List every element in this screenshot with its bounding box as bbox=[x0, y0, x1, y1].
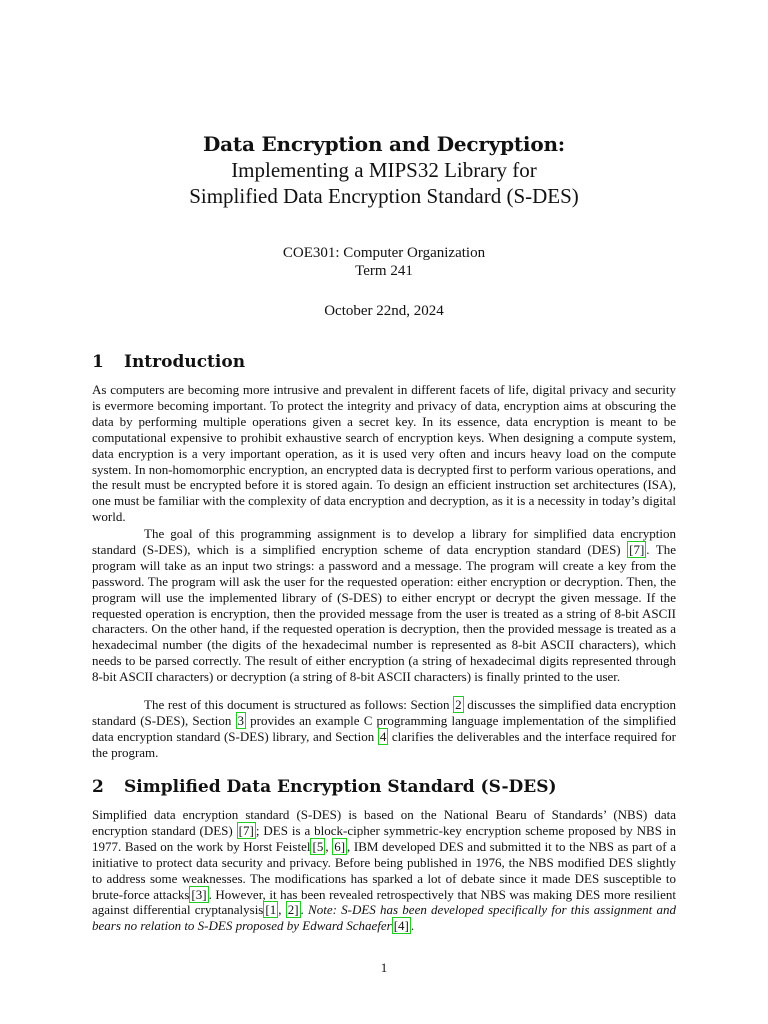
sdes-paragraph-1: Simplified data encryption standard (S-DES) is based on the National Bearu of Standards’ (NBS) data encryption standard (DES) [7] ; DES is a block-cipher symmetric-key encryption scheme proposed by NBS in 1977. Based on the work by Horst Feistel [5 , 6] , IBM developed DES and submitted it to the NBS as part of a initiative to protect data security and privacy. Before being published in 1976, the NBS modified DES slightly to address some weaknesses. The modifications has sparked a lot of debate since it made DES susceptible to brute-force attacks [3] . However, it has been revealed retrospectively that NBS was making DES more resilient against differential cryptanalysis [1 , 2] . Note: S-DES has been developed specifically for this assignment and bears no relation to S-DES proposed by Edward Schaefer [4] . bbox=[92, 807, 677, 934]
section-heading-sdes bbox=[92, 776, 557, 798]
title-block bbox=[0, 131, 768, 209]
section-title: Introduction bbox=[124, 352, 246, 372]
paper-subtitle-line-1: Implementing a MIPS32 Library for bbox=[231, 158, 537, 182]
section-title: Simplified Data Encryption Standard (S-DES) bbox=[124, 777, 557, 797]
intro-paragraph-1: As computers are becoming more intrusive and prevalent in different facets of life, digital privacy and security is evermore becoming important. To protect the integrity and privacy of data, encryption aims at obscuring the data by performing multiple operations given a secret key. In its essence, data encryption is meant to be computational expensive to prohibit exhaustive search of encryption keys. When designing a compute system, data encryption is a very important operation, as it is used very often and incurs heavy load on the compute system. In non-homomorphic encryption, an encrypted data is decrypted first to perform various operations, and the result must be encrypted before it is stored again. To design an efficient instruction set architectures (ISA), one must be familiar with the complexity of data encryption and decryption, as it is a necessity in today’s digital world. bbox=[92, 382, 676, 525]
section-link[interactable]: 2 bbox=[455, 697, 462, 712]
paper-title: Data Encryption and Decryption: bbox=[203, 132, 565, 156]
note-text: Note: S-DES has been developed specifically for this assignment and bears no relation to S-DES proposed by Edward Schaefer bbox=[92, 902, 677, 934]
date: October 22nd, 2024 bbox=[324, 303, 444, 319]
term: Term 241 bbox=[355, 263, 413, 279]
intro-paragraph-2: The goal of this programming assignment is to develop a library for simplified data encryption standard (S-DES), which is a simplified encryption scheme of data encryption standard (DES) [7] . The program will take as an input two strings: a password and a message. The program will create a key from the password. The program will ask the user for the requested operation: either encryption or decryption. Then, the program will use the implemented library of (S-DES) to either encrypt or decrypt the given message. If the requested operation is encryption, then the provided message from the user is treated as a string of 8-bit ASCII characters. On the other hand, if the requested operation is decryption, then the provided message is treated as a hexadecimal number (the digits of the hexadecimal number is represented as 8-bit ASCII characters), which needs to be parsed correctly. The result of either encryption (a string of hexadecimal digits represented through 8-bit ASCII characters) or decryption (a string of 8-bit ASCII characters) is finally printed to the user. bbox=[92, 526, 676, 685]
paper-subtitle-line-2: Simplified Data Encryption Standard (S-DES) bbox=[189, 184, 579, 208]
citation-link[interactable]: [1 bbox=[265, 902, 277, 918]
course-name: COE301: Computer Organization bbox=[282, 245, 486, 261]
section-number: 2 bbox=[92, 777, 104, 797]
page-number: 1 bbox=[380, 960, 388, 975]
citation-link[interactable]: [3] bbox=[191, 886, 207, 902]
citation-link[interactable]: [5 bbox=[312, 838, 324, 854]
citation-link[interactable]: [7] bbox=[629, 541, 645, 557]
section-link[interactable]: 3 bbox=[237, 712, 245, 728]
citation-link[interactable]: [4] bbox=[393, 918, 409, 934]
section-heading-introduction bbox=[92, 351, 245, 373]
citation-link[interactable]: 2] bbox=[287, 902, 299, 918]
citation-link[interactable]: 6] bbox=[334, 838, 346, 854]
citation-link[interactable]: [7] bbox=[238, 822, 254, 838]
section-link[interactable]: 4 bbox=[379, 728, 387, 744]
intro-paragraph-3: The rest of this document is structured as follows: Section 2 discusses the simplified data encryption standard (S-DES), Section 3 provides an example C programming language implementation of the simplified data encryption standard (S-DES) library, and Section 4 clarifies the deliverables and the interface required for the program. bbox=[92, 697, 677, 760]
section-number: 1 bbox=[92, 352, 104, 372]
course-info bbox=[0, 244, 768, 280]
